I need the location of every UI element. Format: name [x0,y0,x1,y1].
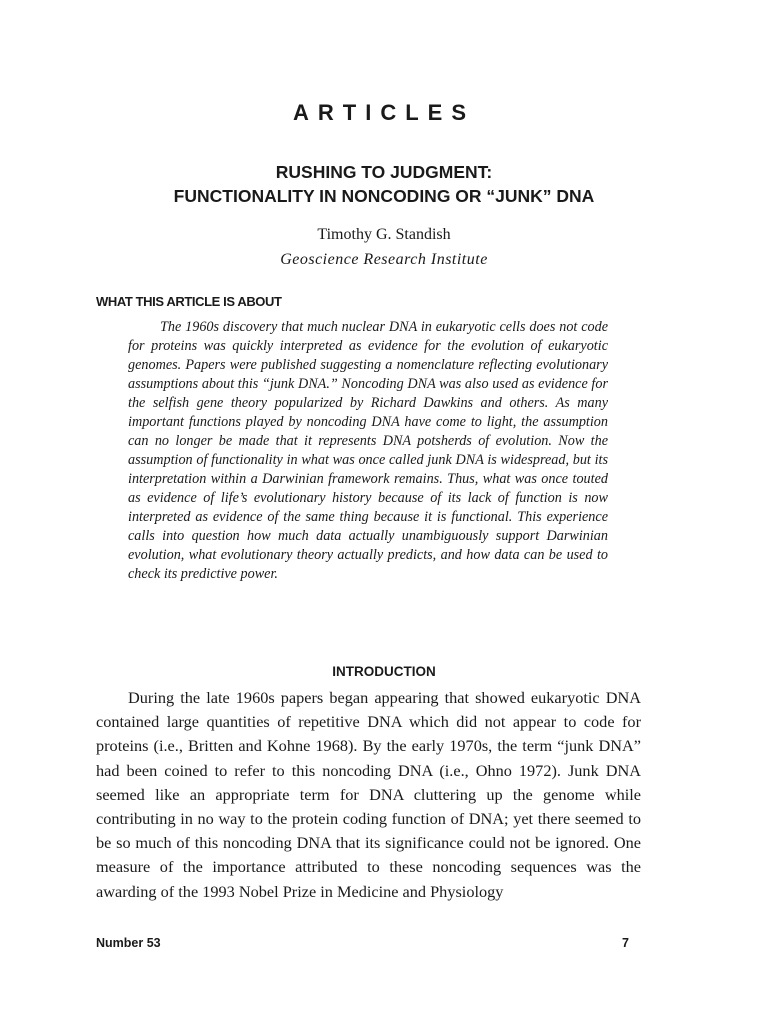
author-affiliation: Geoscience Research Institute [280,251,488,268]
abstract-text: The 1960s discovery that much nuclear DNA in eukaryotic cells does not code for proteins was quickly interpreted as evidence for the evolution of eukaryotic genomes. Papers were published suggesting a nomenclature reflecting evolutionary assumptions about this “junk DNA.” Noncoding DNA was also used as evidence for the selfish gene theory popularized by Richard Dawkins and others. As many important functions played by noncoding DNA have come to light, the assumption can no longer be made that it represents DNA potsherds of evolution. Now the assumption of functionality in what was once called junk DNA is widespread, but its interpretation within a Darwinian framework remains. Thus, what was once touted as evidence of life’s evolutionary history because of its lack of function is now interpreted as evidence of the same thing because it is functional. This experience calls into question how much data actually unambiguously support Darwinian evolution, what evolutionary theory actually predicts, and how data can be used to check its predictive power. [128,319,608,582]
introduction-paragraph: During the late 1960s papers began appearing that showed eukaryotic DNA contained large quantities of repetitive DNA which did not appear to code for proteins (i.e., Britten and Kohne 1968). By the early 1970s, the term “junk DNA” had been coined to refer to this noncoding DNA (i.e., Ohno 1972). Junk DNA seemed like an appropriate term for DNA cluttering up the genome while contributing in no way to the protein coding function of DNA; yet there seemed to be so much of this noncoding DNA that its significance could not be ignored. One measure of the importance attributed to these noncoding sequences was the awarding of the 1993 Nobel Prize in Medicine and Physiology [96,688,641,901]
issue-number: Number 53 [96,936,161,950]
article-title-line-2: FUNCTIONALITY IN NONCODING OR “JUNK” DNA [173,186,595,206]
about-heading: WHAT THIS ARTICLE IS ABOUT [96,294,282,309]
author-name: Timothy G. Standish [317,226,451,243]
article-title-line-1: RUSHING TO JUDGMENT: [275,162,493,182]
page-number: 7 [622,936,629,950]
section-heading: ARTICLES [293,100,475,125]
article-title [0,160,754,208]
introduction-heading: INTRODUCTION [332,664,436,679]
